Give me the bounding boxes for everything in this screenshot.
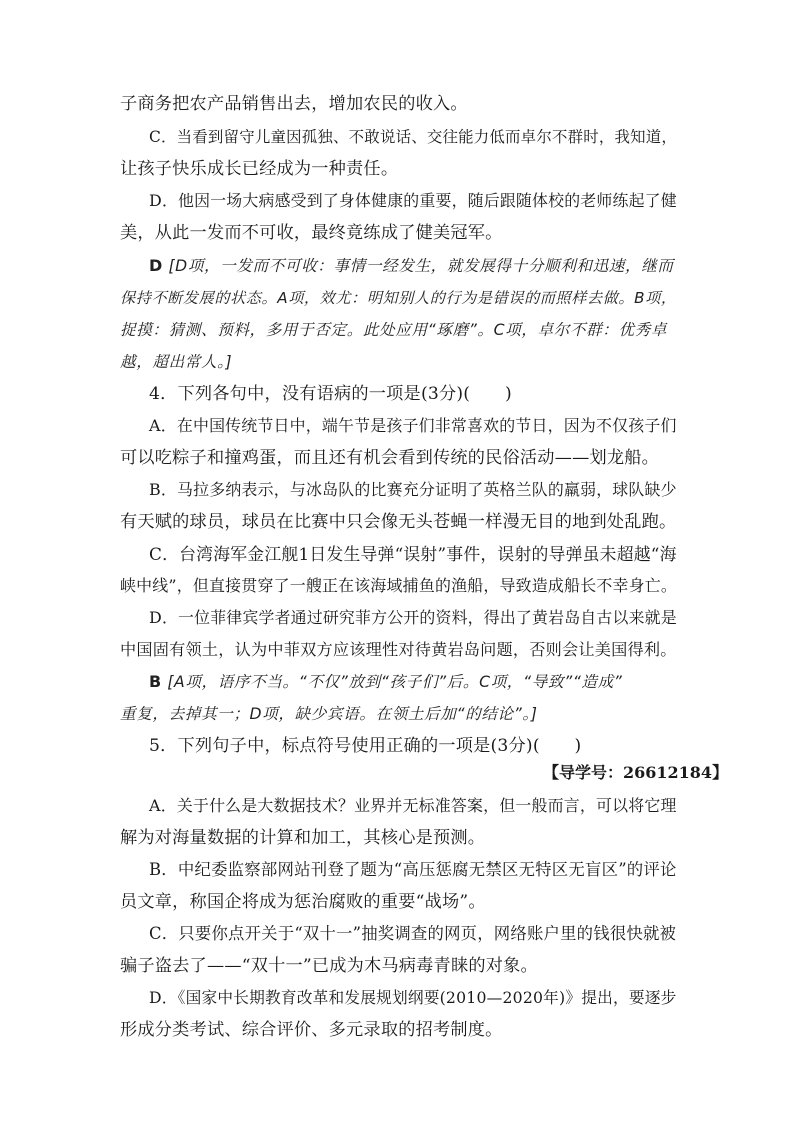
answer-text: [A项，语序不当。“不仅”放到“孩子们”后。C项，“导致”“造成” [167, 673, 623, 691]
option-c-line: C．当看到留守儿童因孤独、不敢说话、交往能力低而卓尔不群时，我知道， [149, 128, 678, 146]
text-line: 美，从此一发而不可收，最终竟练成了健美冠军。 [120, 223, 503, 243]
answer-text: [D项，一发而不可收：事情一经发生，就发展得十分顺利和迅速，继而 [168, 257, 674, 275]
text-line: 解为对海量数据的计算和加工，其核心是预测。 [120, 828, 486, 848]
text-line: 有天赋的球员，球员在比赛中只会像无头苍蝇一样漫无目的地到处乱跑。 [120, 512, 677, 532]
answer-explanation [149, 255, 674, 277]
text-line: 可以吃粽子和撞鸡蛋，而且还有机会看到传统的民俗活动——划龙船。 [120, 448, 660, 468]
answer-letter: B [149, 672, 162, 691]
text-line: 员文章，称国企将成为惩治腐败的重要“战场”。 [120, 892, 486, 912]
answer-explanation-line: 保持不断发展的状态。A项，效尤：明知别人的行为是错误的而照样去做。B项， [120, 289, 677, 307]
text-line: 让孩子快乐成长已经成为一种责任。 [120, 159, 399, 179]
guide-number: 【导学号：26612184】 [543, 763, 729, 782]
option-d-line: D．他因一场大病感受到了身体健康的重要，随后跟随体校的老师练起了健 [149, 191, 677, 210]
text-line: 中国固有领土，认为中菲双方应该理性对待黄岩岛问题，否则会让美国得利。 [120, 640, 677, 659]
option-b-line: B．中纪委监察部网站刊登了题为“高压惩腐无禁区无特区无盲区”的评论 [149, 860, 677, 879]
answer-explanation-line: 越，超出常人。] [120, 353, 233, 371]
option-b-line: B．马拉多纳表示，与冰岛队的比赛充分证明了英格兰队的羸弱，球队缺少 [149, 480, 677, 499]
answer-explanation-line: 重复，去掉其一；D项，缺少宾语。在领土后加“的结论”。] [120, 705, 538, 723]
text-line: 子商务把农产品销售出去，增加农民的收入。 [120, 94, 468, 114]
text-line: 骗子盗去了——“双十一”已成为木马病毒青睐的对象。 [120, 956, 538, 976]
option-c-line: C．台湾海军金江舰1日发生导弹“误射”事件，误射的导弹虽未超越“海 [149, 544, 677, 564]
option-a-line: A．关于什么是大数据技术？业界并无标准答案，但一般而言，可以将它理 [149, 796, 677, 815]
answer-explanation-line: 捉摸：猜测、预料，多用于否定。此处应用“琢磨”。C项，卓尔不群：优秀卓 [120, 321, 668, 339]
text-line: 形成分类考试、综合评价、多元录取的招考制度。 [120, 1020, 503, 1040]
answer-explanation [149, 671, 623, 693]
option-d-line: D．《国家中长期教育改革和发展规划纲要(2010—2020年)》提出，要逐步 [149, 988, 677, 1007]
question-4-stem: 4．下列各句中，没有语病的一项是(3分)( ) [149, 384, 512, 404]
question-5-stem: 5．下列句子中，标点符号使用正确的一项是(3分)( ) [149, 736, 582, 756]
option-d-line: D．一位菲律宾学者通过研究菲方公开的资料，得出了黄岩岛自古以来就是 [149, 608, 677, 627]
answer-letter: D [149, 256, 163, 275]
option-a-line: A．在中国传统节日中，端午节是孩子们非常喜欢的节日，因为不仅孩子们 [149, 416, 677, 435]
option-c-line: C．只要你点开关于“双十一”抽奖调查的网页，网络账户里的钱很快就被 [149, 924, 677, 943]
text-line: 峡中线”，但直接贯穿了一艘正在该海域捕鱼的渔船，导致造成船长不幸身亡。 [120, 576, 678, 595]
